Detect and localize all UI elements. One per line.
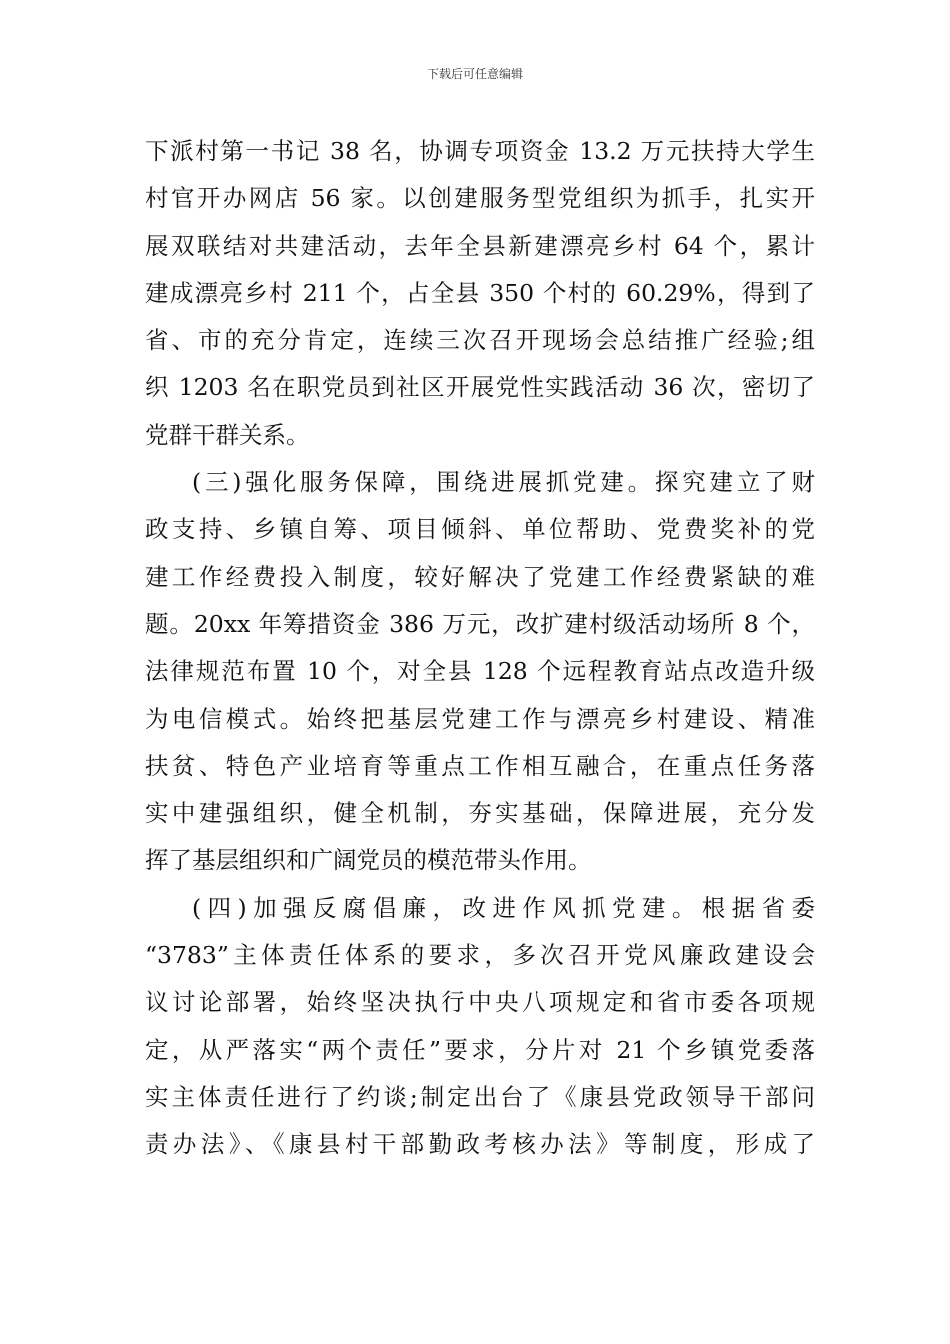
paragraph-2	[145, 459, 815, 885]
paragraph-3	[145, 885, 815, 1169]
text-line: 党群干群关系。	[145, 420, 310, 449]
text-line: 责办法》、《康县村干部勤政考核办法》等制度，形成了	[145, 1130, 815, 1159]
text-line: 实主体责任进行了约谈;制定出台了《康县党政领导干部问	[145, 1082, 815, 1111]
text-line: 下派村第一书记 38 名，协调专项资金 13.2 万元扶持大学生	[145, 137, 815, 165]
text-line: 为电信模式。始终把基层党建工作与漂亮乡村建设、精准	[145, 704, 815, 733]
text-line: 挥了基层组织和广阔党员的模范带头作用。	[145, 846, 592, 875]
text-line: 政支持、乡镇自筹、项目倾斜、单位帮助、党费奖补的党	[145, 515, 815, 544]
text-line: 扶贫、特色产业培育等重点工作相互融合，在重点任务落	[145, 751, 815, 780]
text-line: 实中建强组织，健全机制，夯实基础，保障进展，充分发	[145, 799, 815, 828]
text-line: 议讨论部署，始终坚决执行中央八项规定和省市委各项规	[145, 988, 815, 1017]
text-line: 织 1203 名在职党员到社区开展党性实践活动 36 次，密切了	[145, 373, 815, 402]
text-line: “3783”主体责任体系的要求，多次召开党风廉政建设会	[145, 941, 815, 970]
text-line: 村官开办网店 56 家。以创建服务型党组织为抓手，扎实开	[145, 184, 815, 213]
text-line: 题。20xx 年筹措资金 386 万元，改扩建村级活动场所 8 个，	[145, 609, 815, 638]
text-line: 建成漂亮乡村 211 个，占全县 350 个村的 60.29%，得到了	[145, 278, 815, 307]
text-line: 法律规范布置 10 个，对全县 128 个远程教育站点改造升级	[145, 657, 815, 686]
paragraph-1	[145, 128, 815, 459]
document-body	[145, 128, 815, 1169]
text-line: 省、市的充分肯定，连续三次召开现场会总结推广经验;组	[145, 326, 815, 355]
text-line: 展双联结对共建活动，去年全县新建漂亮乡村 64 个，累计	[145, 231, 815, 260]
text-line: 定，从严落实“两个责任”要求，分片对 21 个乡镇党委落	[145, 1035, 815, 1064]
text-line: (四)加强反腐倡廉，改进作风抓党建。根据省委	[192, 893, 815, 922]
text-line: (三)强化服务保障，围绕进展抓党建。探究建立了财	[192, 468, 815, 497]
text-line: 建工作经费投入制度，较好解决了党建工作经费紧缺的难	[145, 562, 815, 591]
page-header: 下载后可任意编辑	[426, 67, 523, 81]
